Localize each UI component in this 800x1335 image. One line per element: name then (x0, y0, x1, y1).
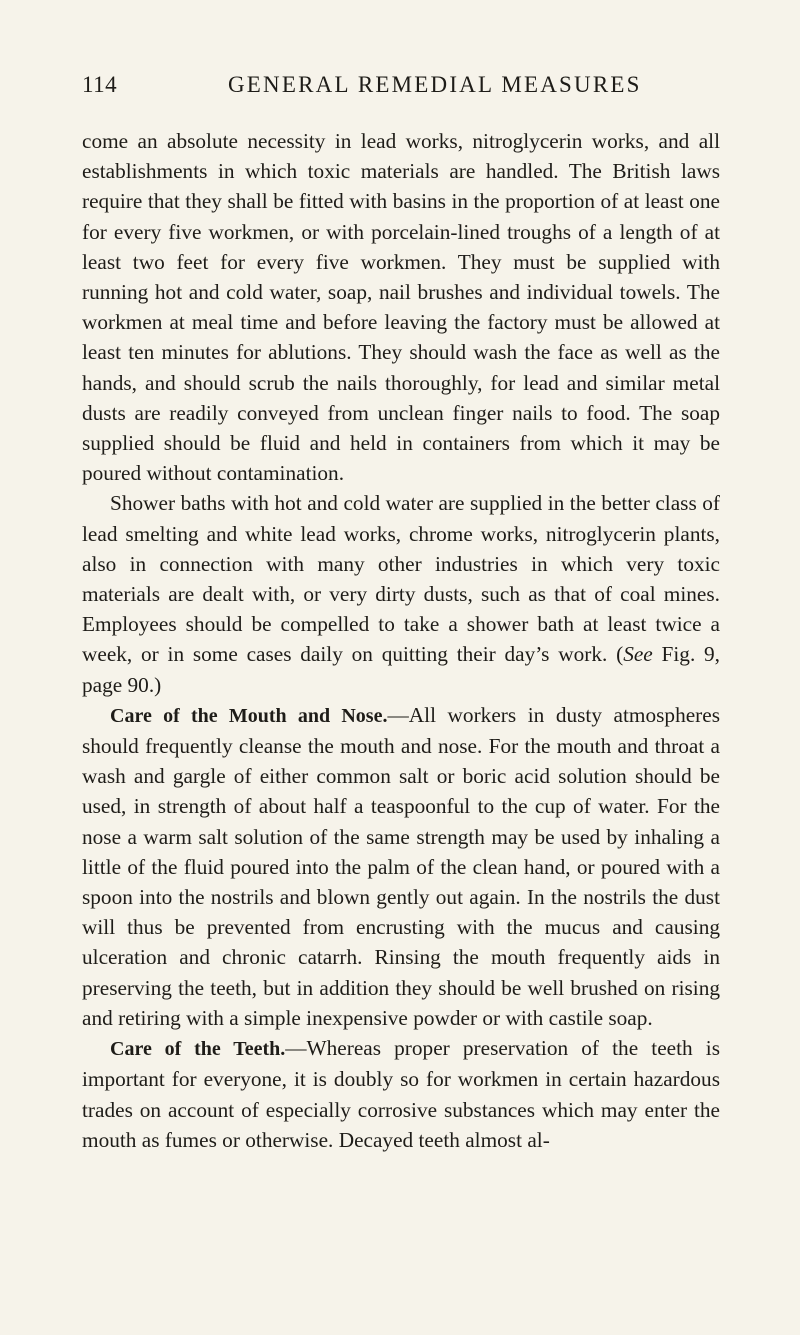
mouth-nose-text: —All workers in dusty atmospheres should frequently cleanse the mouth and nose. For the mouth and throat a wash and gargle of either common salt or boric acid solution should be used, in strength of about half a teaspoonful to the cup of water. For the nose a warm salt solution of the same strength may be used by inhaling a little of the fluid poured into the palm of the clean hand, or poured with a spoon into the nostrils and blown gently out again. In the nostrils the dust will thus be prevented from encrusting with the mucus and causing ulceration and chronic catarrh. Rinsing the mouth frequently aids in preserving the teeth, but in addition they should be well brushed on rising and retiring with a simple inexpensive powder or with castile soap. (82, 702, 721, 1030)
section-heading-mouth-nose: Care of the Mouth and Nose. (110, 704, 388, 727)
body-text (82, 126, 720, 1155)
see-reference: See (623, 642, 653, 667)
paragraph-shower-baths (82, 488, 720, 699)
paragraph-mouth-and-nose (82, 700, 720, 1033)
paragraph-teeth (82, 1033, 720, 1155)
page-header (82, 72, 722, 108)
page-number: 114 (82, 72, 118, 97)
shower-baths-text: Shower baths with hot and cold water are supplied in the better class of lead smelting and white lead works, chrome works, nitroglycerin plants, also in connection with many other industries in which very toxic materials are dealt with, or very dirty dusts, such as that of coal mines. Employees should be compelled to take a shower bath at least twice a week, or in some cases daily on quitting their day’s work. ( (82, 491, 720, 667)
running-head: GENERAL REMEDIAL MEASURES (228, 72, 642, 97)
figure-reference: Fig. 9, page 90.) (82, 642, 721, 697)
paragraph-ablutions: come an absolute necessity in lead works, nitroglycerin works, and all establishments in which toxic materials are handled. The British laws require that they shall be fitted with basins in the proportion of at least one for every five workmen, or with porcelain-lined troughs of a length of at least two feet for every five workmen. They must be supplied with running hot and cold water, soap, nail brushes and individual towels. The workmen at meal time and before leaving the factory must be allowed at least ten minutes for ablutions. They should wash the face as well as the hands, and should scrub the nails thoroughly, for lead and similar metal dusts are readily conveyed from unclean finger nails to food. The soap supplied should be fluid and held in containers from which it may be poured without contamination. (82, 129, 720, 486)
section-heading-teeth: Care of the Teeth. (110, 1038, 286, 1061)
teeth-text: —Whereas proper preservation of the teeth is important for everyone, it is doubly so for workmen in certain hazardous trades on account of especially corrosive substances which may enter the mouth as fumes or otherwise. Decayed teeth almost al- (82, 1036, 720, 1152)
